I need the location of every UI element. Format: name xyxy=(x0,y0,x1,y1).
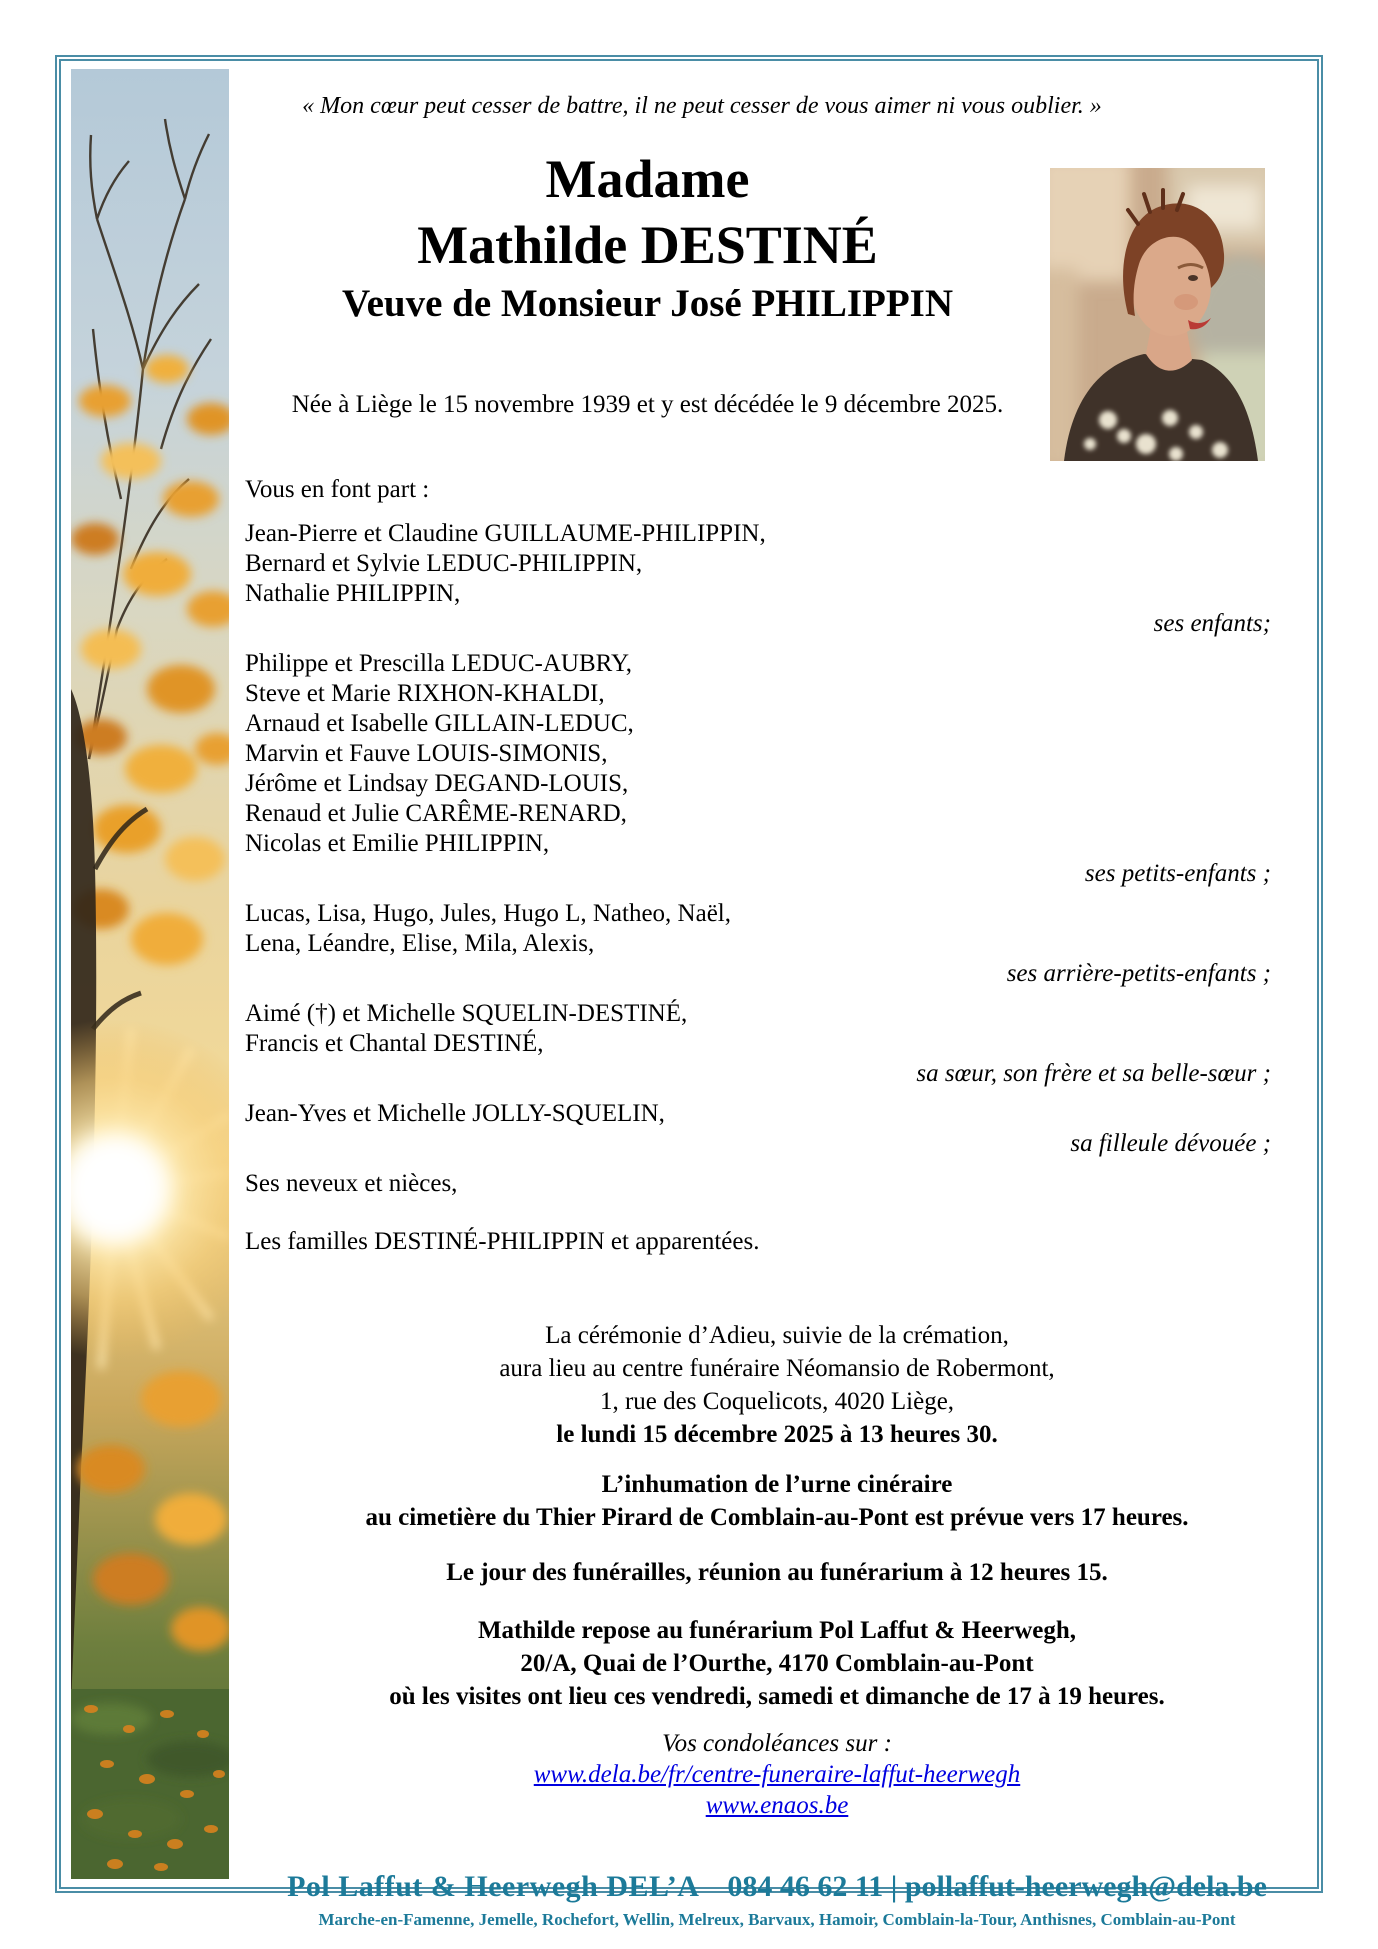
inhumation-line: au cimetière du Thier Pirard de Comblain-au-Pont est prévue vers 17 heures. xyxy=(365,1504,1189,1531)
birth-death-line: Née à Liège le 15 novembre 1939 et y est décédée le 9 décembre 2025. xyxy=(291,391,1004,418)
widow-line: Veuve de Monsieur José PHILIPPIN xyxy=(341,282,953,325)
main-text-column xyxy=(229,69,1309,1929)
reunion-line: Le jour des funérailles, réunion au funérarium à 12 heures 15. xyxy=(446,1559,1108,1586)
ceremony-block xyxy=(245,1319,1309,1451)
closing-nephews-line: Ses neveux et nièces, xyxy=(245,1170,458,1197)
inhumation-line: L’inhumation de l’urne cinéraire xyxy=(601,1471,953,1498)
funeral-home-locations: Marche-en-Famenne, Jemelle, Rochefort, Wellin, Melreux, Barvaux, Hamoir, Comblain-la-Tour, Anthisnes, Comblain-au-Pont xyxy=(318,1910,1236,1929)
family-name: Renaud et Julie CARÊME-RENARD, xyxy=(245,800,627,827)
family-name: Steve et Marie RIXHON-KHALDI, xyxy=(245,680,605,707)
ceremony-line: La cérémonie d’Adieu, suivie de la crémation, xyxy=(545,1322,1009,1349)
repose-block xyxy=(245,1614,1309,1713)
repose-line: où les visites ont lieu ces vendredi, samedi et dimanche de 17 à 19 heures. xyxy=(389,1683,1165,1710)
family-name: Jean-Pierre et Claudine GUILLAUME-PHILIPPIN, xyxy=(245,520,766,547)
relation-label-grandchildren: ses petits-enfants ; xyxy=(1084,860,1271,887)
condolences-intro: Vos condoléances sur : xyxy=(662,1730,892,1757)
memorial-quote: « Mon cœur peut cesser de battre, il ne peut cesser de vous aimer ni vous oublier. » xyxy=(302,93,1102,119)
family-name: Francis et Chantal DESTINÉ, xyxy=(245,1030,544,1057)
funeral-home-brand: Pol Laffut & Heerwegh DEL’A xyxy=(287,1870,700,1903)
inhumation-block xyxy=(245,1468,1309,1534)
family-name: Nicolas et Emilie PHILIPPIN, xyxy=(245,830,550,857)
closing-families-line: Les familles DESTINÉ-PHILIPPIN et apparentées. xyxy=(245,1228,760,1255)
family-name: Philippe et Prescilla LEDUC-AUBRY, xyxy=(245,650,633,677)
deceased-name: Mathilde DESTINÉ xyxy=(417,215,878,275)
family-name: Jérôme et Lindsay DEGAND-LOUIS, xyxy=(245,770,629,797)
ceremony-line: aura lieu au centre funéraire Néomansio de Robermont, xyxy=(499,1355,1055,1382)
family-name: Lena, Léandre, Elise, Mila, Alexis, xyxy=(245,930,595,957)
condolences-links xyxy=(245,1759,1309,1821)
family-name: Arnaud et Isabelle GILLAIN-LEDUC, xyxy=(245,710,634,737)
relation-label-great-grandchildren: ses arrière-petits-enfants ; xyxy=(1006,960,1271,987)
family-name: Lucas, Lisa, Hugo, Jules, Hugo L, Natheo, Naël, xyxy=(245,900,731,927)
relation-label-goddaughter: sa filleule dévouée ; xyxy=(1070,1130,1271,1157)
header-row xyxy=(245,120,1309,461)
condolences-link-enaos[interactable]: www.enaos.be xyxy=(705,1792,849,1819)
autumn-photo-strip xyxy=(71,69,229,1879)
relation-label-siblings: sa sœur, son frère et sa belle-sœur ; xyxy=(916,1060,1271,1087)
title-block xyxy=(245,146,1050,420)
deceased-title-prefix: Madame xyxy=(545,149,750,209)
family-list xyxy=(245,519,1309,1257)
family-name: Bernard et Sylvie LEDUC-PHILIPPIN, xyxy=(245,550,643,577)
footer-brand-contact-line xyxy=(245,1869,1309,1905)
family-name: Aimé (†) et Michelle SQUELIN-DESTINÉ, xyxy=(245,1000,688,1027)
announcement-intro: Vous en font part : xyxy=(245,476,430,503)
family-name: Jean-Yves et Michelle JOLLY-SQUELIN, xyxy=(245,1100,665,1127)
card-content xyxy=(61,61,1317,1929)
repose-line: 20/A, Quai de l’Ourthe, 4170 Comblain-au-Pont xyxy=(520,1650,1034,1677)
card-border-frame xyxy=(55,55,1323,1929)
repose-line: Mathilde repose au funérarium Pol Laffut & Heerwegh, xyxy=(477,1617,1077,1644)
funeral-home-footer xyxy=(245,1869,1309,1931)
family-name: Nathalie PHILIPPIN, xyxy=(245,580,461,607)
ceremony-date-line: le lundi 15 décembre 2025 à 13 heures 30. xyxy=(556,1421,998,1448)
funeral-home-contact: 084 46 62 11 | pollaffut-heerwegh@dela.be xyxy=(727,1870,1267,1903)
relation-label-children: ses enfants; xyxy=(1153,610,1271,637)
family-name: Marvin et Fauve LOUIS-SIMONIS, xyxy=(245,740,608,767)
portrait-photo xyxy=(1050,168,1265,461)
ceremony-line: 1, rue des Coquelicots, 4020 Liège, xyxy=(599,1388,955,1415)
condolences-link-dela[interactable]: www.dela.be/fr/centre-funeraire-laffut-heerwegh xyxy=(533,1761,1021,1788)
portrait-image xyxy=(1050,168,1265,461)
autumn-tree-image xyxy=(71,69,229,1879)
